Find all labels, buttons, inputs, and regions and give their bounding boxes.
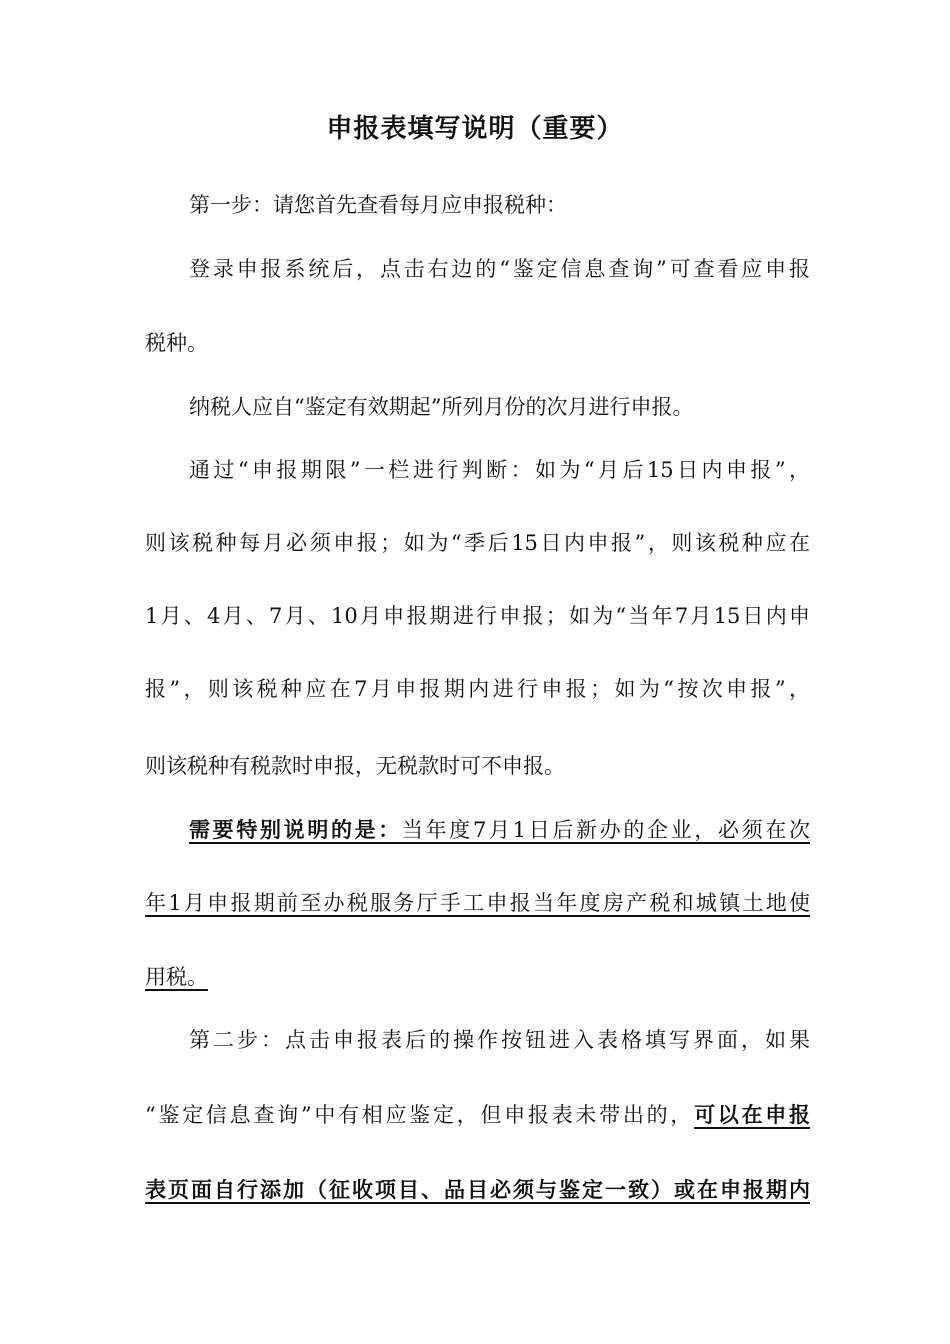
paragraph-line: 登录申报系统后，点击右边的“鉴定信息查询”可查看应申报 xyxy=(189,257,810,281)
special-note-line: 年1月申报期前至办税服务厅手工申报当年度房产税和城镇土地使 xyxy=(145,891,810,915)
emphasis-text: 可以在申报 xyxy=(694,1102,810,1127)
paragraph-line: 1月、4月、7月、10月申报期进行申报；如为“当年7月15日内申 xyxy=(145,604,810,628)
paragraph-line: 则该税种每月必须申报；如为“季后15日内申报”，则该税种应在 xyxy=(145,531,810,555)
special-note-line xyxy=(145,815,810,845)
paragraph-line: 通过“申报期限”一栏进行判断：如为“月后15日内申报”， xyxy=(189,458,810,482)
special-note-line xyxy=(145,962,810,992)
paragraph-line: 报”，则该税种应在7月申报期内进行申报；如为“按次申报”， xyxy=(145,677,810,701)
paragraph-text: “鉴定信息查询”中有相应鉴定，但申报表未带出的， xyxy=(145,1103,695,1127)
document-title: 申报表填写说明（重要） xyxy=(326,114,624,144)
paragraph-step1-heading: 第一步：请您首先查看每月应申报税种： xyxy=(189,193,567,217)
emphasis-line: 表页面自行添加（征收项目、品目必须与鉴定一致）或在申报期内 xyxy=(145,1177,810,1202)
paragraph-step2-heading: 第二步：点击申报表后的操作按钮进入表格填写界面，如果 xyxy=(189,1028,810,1052)
paragraph-line xyxy=(145,1100,810,1130)
paragraph-line: 纳税人应自“鉴定有效期起”所列月份的次月进行申报。 xyxy=(189,395,694,419)
special-note-text: 用税。 xyxy=(145,965,208,989)
special-note-label: 需要特别说明的是： xyxy=(189,817,402,842)
special-note-text: 当年度7月1日后新办的企业，必须在次 xyxy=(401,818,810,842)
paragraph-line: 则该税种有税款时申报，无税款时可不申报。 xyxy=(145,754,565,778)
paragraph-line: 税种。 xyxy=(145,331,208,355)
